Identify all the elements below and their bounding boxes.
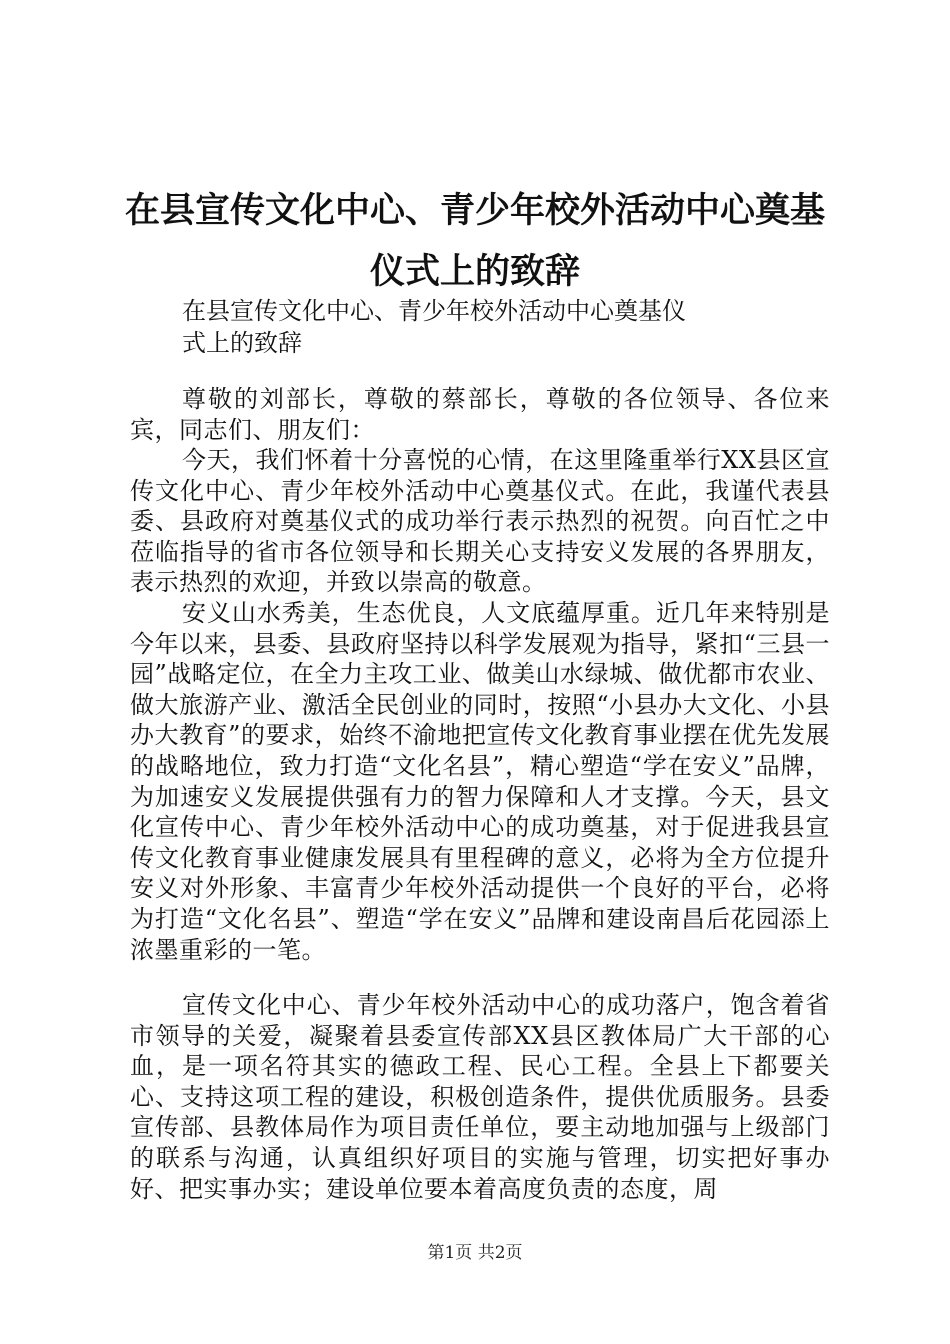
paragraph-project: 宣传文化中心、青少年校外活动中心的成功落户，饱含着省市领导的关爱，凝聚着县委宣传部XX县区教体局广大干部的心血，是一项名符其实的德政工程、民心工程。全县上下都要关心、支持这项工程的建设，积极创造条件，提供优质服务。县委宣传部、县教体局作为项目责任单位，要主动地加强与上级部门的联系与沟通，认真组织好项目的实施与管理，切实把好事办好、把实事办实；建设单位要本着高度负责的态度，周 bbox=[130, 991, 830, 1203]
paragraph-opening: 今天，我们怀着十分喜悦的心情，在这里隆重举行XX县区宣传文化中心、青少年校外活动中心奠基仪式。在此，我谨代表县委、县政府对奠基仪式的成功举行表示热烈的祝贺。向百忙之中莅临指导的省市各位领导和长期关心支持安义发展的各界朋友，表示热烈的欢迎，并致以崇高的敬意。 bbox=[130, 446, 830, 597]
document-title-line-1: 在县宣传文化中心、青少年校外活动中心奠基 bbox=[124, 191, 825, 231]
subtitle-line-2: 式上的致辞 bbox=[182, 329, 302, 357]
paragraph-salutation: 尊敬的刘部长，尊敬的蔡部长，尊敬的各位领导、各位来宾，同志们、朋友们： bbox=[130, 385, 830, 444]
document-title-line-2: 仪式上的致辞 bbox=[369, 252, 580, 292]
paragraph-development: 安义山水秀美，生态优良，人文底蕴厚重。近几年来特别是今年以来，县委、县政府坚持以科学发展观为指导，紧扣“三县一园”战略定位，在全力主攻工业、做美山水绿城、做优都市农业、做大旅游产业、激活全民创业的同时，按照“小县办大文化、小县办大教育”的要求，始终不渝地把宣传文化教育事业摆在优先发展的战略地位，致力打造“文化名县”，精心塑造“学在安义”品牌，为加速安义发展提供强有力的智力保障和人才支撑。今天，县文化宣传中心、青少年校外活动中心的成功奠基，对于促进我县宣传文化教育事业健康发展具有里程碑的意义，必将为全方位提升安义对外形象、丰富青少年校外活动提供一个良好的平台，必将为打造“文化名县”、塑造“学在安义”品牌和建设南昌后花园添上浓墨重彩的一笔。 bbox=[130, 599, 830, 964]
subtitle-line-1: 在县宣传文化中心、青少年校外活动中心奠基仪 bbox=[182, 297, 686, 325]
page-number-footer: 第1页 共2页 bbox=[427, 1243, 523, 1263]
